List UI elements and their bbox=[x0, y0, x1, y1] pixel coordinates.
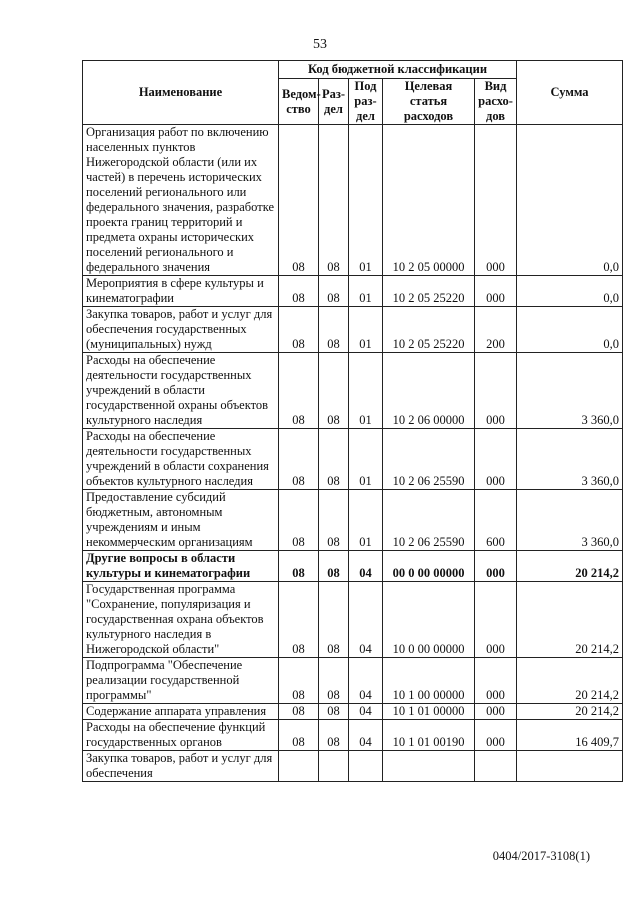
header-name: Наименование bbox=[83, 61, 279, 125]
row-target-article: 00 0 00 00000 bbox=[383, 551, 475, 582]
page-number: 53 bbox=[313, 37, 327, 52]
row-expense-type: 000 bbox=[475, 658, 517, 704]
row-podrazdel: 01 bbox=[349, 490, 383, 551]
row-target-article: 10 1 00 00000 bbox=[383, 658, 475, 704]
row-sum: 0,0 bbox=[517, 307, 623, 353]
row-name: Государственная программа "Сохранение, популяризация и государственная охрана объектов культурного наследия в Нижегородской области" bbox=[83, 582, 279, 658]
row-razdel bbox=[319, 751, 349, 782]
row-sum: 3 360,0 bbox=[517, 353, 623, 429]
row-razdel: 08 bbox=[319, 490, 349, 551]
row-expense-type: 000 bbox=[475, 704, 517, 720]
row-podrazdel: 04 bbox=[349, 582, 383, 658]
row-razdel: 08 bbox=[319, 704, 349, 720]
row-expense-type: 000 bbox=[475, 551, 517, 582]
row-expense-type: 000 bbox=[475, 276, 517, 307]
row-target-article: 10 1 01 00000 bbox=[383, 704, 475, 720]
row-podrazdel: 04 bbox=[349, 704, 383, 720]
table-row bbox=[83, 276, 623, 307]
row-razdel: 08 bbox=[319, 551, 349, 582]
row-name: Расходы на обеспечение деятельности государственных учреждений в области государственной охраны объектов культурного наследия bbox=[83, 353, 279, 429]
table-row bbox=[83, 751, 623, 782]
row-podrazdel: 01 bbox=[349, 125, 383, 276]
row-sum bbox=[517, 751, 623, 782]
header-expense-type: Вид расхо-дов bbox=[475, 79, 517, 125]
row-sum: 3 360,0 bbox=[517, 429, 623, 490]
row-vedomstvo: 08 bbox=[279, 490, 319, 551]
table-row bbox=[83, 490, 623, 551]
row-name: Расходы на обеспечение функций государственных органов bbox=[83, 720, 279, 751]
row-sum: 16 409,7 bbox=[517, 720, 623, 751]
row-name: Расходы на обеспечение деятельности государственных учреждений в области сохранения объектов культурного наследия bbox=[83, 429, 279, 490]
header-sum: Сумма bbox=[517, 61, 623, 125]
row-podrazdel: 01 bbox=[349, 307, 383, 353]
row-target-article: 10 2 05 25220 bbox=[383, 276, 475, 307]
table-row bbox=[83, 551, 623, 582]
header-target-article: Целевая статья расходов bbox=[383, 79, 475, 125]
row-target-article: 10 2 06 00000 bbox=[383, 353, 475, 429]
row-expense-type: 200 bbox=[475, 307, 517, 353]
table-row bbox=[83, 720, 623, 751]
table-row bbox=[83, 704, 623, 720]
row-vedomstvo: 08 bbox=[279, 125, 319, 276]
header-classification: Код бюджетной классификации bbox=[279, 61, 517, 79]
row-razdel: 08 bbox=[319, 429, 349, 490]
table-row bbox=[83, 125, 623, 276]
row-name: Организация работ по включению населенных пунктов Нижегородской области (или их частей) в перечень исторических поселений регионального или федерального значения, разработке проекта границ территорий и предмета охраны исторических поселений регионального и федерального значения bbox=[83, 125, 279, 276]
row-expense-type: 600 bbox=[475, 490, 517, 551]
row-razdel: 08 bbox=[319, 353, 349, 429]
table-row bbox=[83, 429, 623, 490]
row-sum: 0,0 bbox=[517, 125, 623, 276]
table-body bbox=[83, 125, 623, 782]
row-vedomstvo: 08 bbox=[279, 307, 319, 353]
table-row bbox=[83, 658, 623, 704]
row-vedomstvo: 08 bbox=[279, 551, 319, 582]
row-vedomstvo: 08 bbox=[279, 720, 319, 751]
row-target-article: 10 2 05 25220 bbox=[383, 307, 475, 353]
row-razdel: 08 bbox=[319, 582, 349, 658]
row-name: Подпрограмма "Обеспечение реализации государственной программы" bbox=[83, 658, 279, 704]
row-expense-type: 000 bbox=[475, 353, 517, 429]
row-razdel: 08 bbox=[319, 276, 349, 307]
row-expense-type: 000 bbox=[475, 429, 517, 490]
row-razdel: 08 bbox=[319, 658, 349, 704]
budget-table bbox=[82, 60, 623, 782]
row-target-article bbox=[383, 751, 475, 782]
row-vedomstvo: 08 bbox=[279, 582, 319, 658]
row-vedomstvo: 08 bbox=[279, 704, 319, 720]
table-row bbox=[83, 582, 623, 658]
row-name: Закупка товаров, работ и услуг для обеспечения bbox=[83, 751, 279, 782]
row-expense-type: 000 bbox=[475, 582, 517, 658]
row-razdel: 08 bbox=[319, 307, 349, 353]
row-target-article: 10 2 06 25590 bbox=[383, 429, 475, 490]
row-target-article: 10 2 06 25590 bbox=[383, 490, 475, 551]
row-podrazdel: 01 bbox=[349, 276, 383, 307]
row-podrazdel bbox=[349, 751, 383, 782]
row-name: Предоставление субсидий бюджетным, автономным учреждениям и иным некоммерческим организациям bbox=[83, 490, 279, 551]
row-vedomstvo: 08 bbox=[279, 658, 319, 704]
row-name: Закупка товаров, работ и услуг для обеспечения государственных (муниципальных) нужд bbox=[83, 307, 279, 353]
row-sum: 3 360,0 bbox=[517, 490, 623, 551]
row-podrazdel: 04 bbox=[349, 551, 383, 582]
row-vedomstvo: 08 bbox=[279, 353, 319, 429]
row-expense-type bbox=[475, 751, 517, 782]
row-razdel: 08 bbox=[319, 720, 349, 751]
row-razdel: 08 bbox=[319, 125, 349, 276]
row-podrazdel: 01 bbox=[349, 429, 383, 490]
document-id: 0404/2017-3108(1) bbox=[492, 849, 590, 863]
row-name: Другие вопросы в области культуры и кинематографии bbox=[83, 551, 279, 582]
row-sum: 20 214,2 bbox=[517, 704, 623, 720]
header-podrazdel: Под раз-дел bbox=[349, 79, 383, 125]
row-expense-type: 000 bbox=[475, 125, 517, 276]
row-vedomstvo bbox=[279, 751, 319, 782]
header-vedomstvo: Ведом-ство bbox=[279, 79, 319, 125]
row-sum: 20 214,2 bbox=[517, 658, 623, 704]
row-name: Мероприятия в сфере культуры и кинематографии bbox=[83, 276, 279, 307]
row-sum: 20 214,2 bbox=[517, 551, 623, 582]
row-sum: 0,0 bbox=[517, 276, 623, 307]
row-podrazdel: 01 bbox=[349, 353, 383, 429]
row-target-article: 10 2 05 00000 bbox=[383, 125, 475, 276]
row-podrazdel: 04 bbox=[349, 720, 383, 751]
row-target-article: 10 1 01 00190 bbox=[383, 720, 475, 751]
row-vedomstvo: 08 bbox=[279, 276, 319, 307]
row-name: Содержание аппарата управления bbox=[83, 704, 279, 720]
row-vedomstvo: 08 bbox=[279, 429, 319, 490]
row-podrazdel: 04 bbox=[349, 658, 383, 704]
header-razdel: Раз-дел bbox=[319, 79, 349, 125]
row-expense-type: 000 bbox=[475, 720, 517, 751]
table-row bbox=[83, 307, 623, 353]
table-row bbox=[83, 353, 623, 429]
row-target-article: 10 0 00 00000 bbox=[383, 582, 475, 658]
row-sum: 20 214,2 bbox=[517, 582, 623, 658]
